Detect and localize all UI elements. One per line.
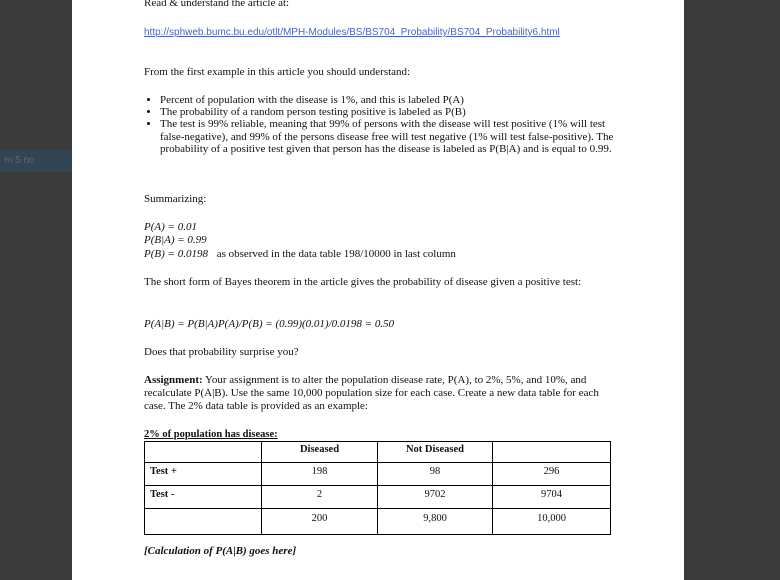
table-cell: 98 <box>378 463 493 486</box>
row-label <box>145 509 262 535</box>
assignment-label: Assignment: <box>144 374 203 386</box>
list-item: • The probability of a random person testing positive is labeled as P(B) <box>160 106 618 118</box>
calculation-placeholder: [Calculation of P(A|B) goes here] <box>144 545 297 557</box>
table-cell: 9,800 <box>378 509 493 535</box>
equation-pb: P(B) = 0.0198 <box>144 248 208 260</box>
equation-pba: P(B|A) = 0.99 <box>144 234 207 246</box>
data-table <box>144 441 611 535</box>
list-item: • The test is 99% reliable, meaning that 99% of persons with the disease will test positive (1% will test false-negative), and 99% of the persons disease free will test negative (1% will test false-positive). The probability of a positive test given that person has the disease is labeled as P(B|A) and is equal to 0.99. <box>160 118 618 155</box>
table-header: Diseased <box>262 442 378 463</box>
equation-pb-note: as observed in the data table 198/10000 in last column <box>216 248 456 260</box>
table-row <box>145 509 611 535</box>
table-cell: 2 <box>262 486 378 509</box>
bayes-equation: P(A|B) = P(B|A)P(A)/P(B) = (0.99)(0.01)/0.0198 = 0.50 <box>144 318 395 330</box>
list-item: • Percent of population with the disease is 1%, and this is labeled P(A) <box>160 94 618 106</box>
table-cell: 200 <box>262 509 378 535</box>
table-title: 2% of population has disease: <box>144 429 278 440</box>
assignment-text: Your assignment is to alter the population disease rate, P(A), to 2%, 5%, and 10%, and recalculate P(A|B). Use the same 10,000 population size for each case. Create a new data table for each case. The 2% data table is provided as an example: <box>144 374 599 412</box>
background-window-tab: m 5 no <box>0 150 98 172</box>
table-cell: 9704 <box>493 486 611 509</box>
from-first-paragraph: From the first example in this article you should understand: <box>144 66 411 78</box>
intro-line: Read & understand the article at: <box>144 0 290 9</box>
table-row <box>145 486 611 509</box>
summarizing-heading: Summarizing: <box>144 193 207 205</box>
table-cell: 296 <box>493 463 611 486</box>
short-form-paragraph: The short form of Bayes theorem in the article gives the probability of disease given a positive test: <box>144 276 582 288</box>
table-row <box>145 442 611 463</box>
assignment-paragraph <box>144 374 610 413</box>
table-header: Not Diseased <box>378 442 493 463</box>
surprise-question: Does that probability surprise you? <box>144 346 299 358</box>
equation-pb-row <box>144 248 456 261</box>
equation-pa: P(A) = 0.01 <box>144 221 197 233</box>
table-cell: 10,000 <box>493 509 611 535</box>
table-cell: 9702 <box>378 486 493 509</box>
table-cell: 198 <box>262 463 378 486</box>
table-row <box>145 463 611 486</box>
document-page <box>72 0 684 580</box>
bullet-list <box>144 94 618 155</box>
table-cell <box>145 442 262 463</box>
row-label: Test - <box>145 486 262 509</box>
table-header <box>493 442 611 463</box>
row-label: Test + <box>145 463 262 486</box>
article-link[interactable]: http://sphweb.bumc.bu.edu/otlt/MPH-Modules/BS/BS704_Probability/BS704_Probability6.html <box>144 27 560 38</box>
